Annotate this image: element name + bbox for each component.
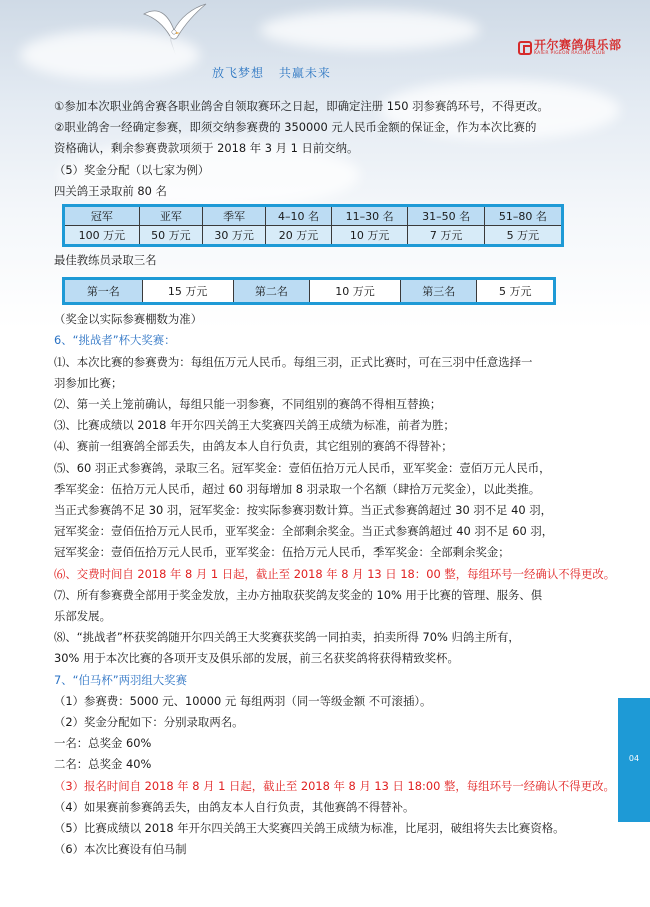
paragraph-line: 冠军奖金：壹佰伍拾万元人民币，亚军奖金：伍拾万元人民币，季军奖金：全部剩余奖金； [54,545,510,560]
table-cell: 30 万元 [202,226,265,246]
deadline-notice: ⑹、交费时间自 2018 年 8 月 1 日起，截止至 2018 年 8 月 13 日 18：00 整，每组环号一经确认不得更改。 [54,566,616,581]
section-heading: （5）奖金分配（以七家为例） [54,162,210,177]
table-header-cell: 冠军 [64,206,140,226]
paragraph-line: 冠军奖金：壹佰伍拾万元人民币，亚军奖金：全部剩余奖金。当正式参赛鸽超过 40 羽不足 60 羽， [54,524,554,539]
table-cell: 5 万元 [477,279,555,304]
paragraph-line: 羽参加比赛； [54,375,123,390]
paragraph-line: 季军奖金：伍拾万元人民币，超过 60 羽每增加 8 羽录取一个名额（肆拾万元奖金），以此类推。 [54,481,541,496]
section-heading: 6、“挑战者”杯大奖赛： [54,333,176,348]
note-line: （奖金以实际参赛棚数为准） [54,312,203,327]
table-header-cell: 51–80 名 [484,206,562,226]
table-cell: 100 万元 [64,226,140,246]
paragraph-line: ⑻、“挑战者”杯获奖鸽随开尔四关鸽王大奖赛获奖鸽一同拍卖，拍卖所得 70% 归鸽主所有， [54,630,520,645]
table-cell: 10 万元 [331,226,408,246]
paragraph-line: ⑺、所有参赛费全部用于奖金发放，主办方抽取获奖鸽友奖金的 10% 用于比赛的管理、服务、俱 [54,587,543,602]
paragraph-line: （4）如果赛前参赛鸽丢失，由鸽友本人自行负责，其他赛鸽不得替补。 [54,799,415,814]
table-cell: 第二名 [233,279,309,304]
table-cell: 50 万元 [139,226,202,246]
page-tab [618,698,650,822]
paragraph-line: （6）本次比赛设有伯马制 [54,842,187,857]
table-caption: 最佳教练员录取三名 [54,253,157,268]
club-logo-icon [518,41,532,55]
table-cell: 7 万元 [408,226,485,246]
club-logo [518,37,646,59]
paragraph-line: ②职业鸽舍一经确定参赛，即须交纳参赛费的 350000 元人民币金额的保证金，作为本次比赛的 [54,120,537,135]
table-cell: 20 万元 [266,226,332,246]
paragraph-line: （2）奖金分配如下：分别录取两名。 [54,715,244,730]
paragraph-line: ⑵、第一关上笼前确认，每组只能一羽参赛，不同组别的赛鸽不得相互替换； [54,397,442,412]
paragraph-line: 当正式参赛鸽不足 30 羽，冠军奖金：按实际参赛羽数计算。当正式参赛鸽超过 30 羽不足 40 羽， [54,503,553,518]
paragraph-line: ⑷、赛前一组赛鸽全部丢失，由鸽友本人自行负责，其它组别的赛鸽不得替补； [54,439,453,454]
table-header-cell: 季军 [202,206,265,226]
paragraph-line: ⑶、比赛成绩以 2018 年开尔四关鸽王大奖赛四关鸽王成绩为标准，前者为胜； [54,418,455,433]
table-caption: 四关鸽王录取前 80 名 [54,183,167,198]
paragraph-line: 30% 用于本次比赛的各项开支及俱乐部的发展，前三名获奖鸽将获得精致奖杯。 [54,651,459,666]
table-header-cell: 4–10 名 [266,206,332,226]
paragraph-line: 乐部发展。 [54,609,111,624]
paragraph-line: 二名：总奖金 40% [54,757,152,772]
paragraph-line: ⑸、60 羽正式参赛鸽，录取三名。冠军奖金：壹佰伍拾万元人民币，亚军奖金：壹佰万元人民币， [54,460,551,475]
table-cell: 15 万元 [142,279,233,304]
king-prize-table [62,204,564,247]
table-cell: 第三名 [401,279,477,304]
table-header-cell: 亚军 [139,206,202,226]
deadline-notice: （3）报名时间自 2018 年 8 月 1 日起，截止至 2018 年 8 月 13 日 18:00 整，每组环号一经确认不得更改。 [54,778,615,793]
logo-name-cn: 开尔赛鸽俱乐部 [534,38,622,53]
paragraph-line: 资格确认，剩余参赛费款项须于 2018 年 3 月 1 日前交纳。 [54,141,359,156]
document-body [54,96,614,861]
page-number: 04 [628,754,640,763]
section-heading: 7、“伯马杯”两羽组大奖赛 [54,672,187,687]
table-header-cell: 31–50 名 [408,206,485,226]
paragraph-line: ①参加本次职业鸽舍赛各职业鸽舍自领取赛环之日起，即确定注册 150 羽参赛鸽环号，不得更改。 [54,99,549,113]
logo-name-en: KAIER PIGEON RACING CLUB [534,51,606,57]
paragraph-line: （1）参赛费：5000 元、10000 元 每组两羽（同一等级金额 不可滚插）。 [54,693,432,708]
table-header-cell: 11–30 名 [331,206,408,226]
table-cell: 5 万元 [484,226,562,246]
paragraph-line: （5）比赛成绩以 2018 年开尔四关鸽王大奖赛四关鸽王成绩为标准，比尾羽，破组将失去比赛资格。 [54,821,565,836]
slogan: 放飞梦想 共赢未来 [212,66,331,80]
seagull-icon [140,0,210,60]
paragraph-line: ⑴、本次比赛的参赛费为：每组伍万元人民币。每组三羽，正式比赛时，可在三羽中任意选择一 [54,354,533,369]
table-cell: 10 万元 [310,279,401,304]
coach-prize-table [62,277,556,305]
table-cell: 第一名 [64,279,143,304]
paragraph-line: 一名：总奖金 60% [54,736,152,751]
